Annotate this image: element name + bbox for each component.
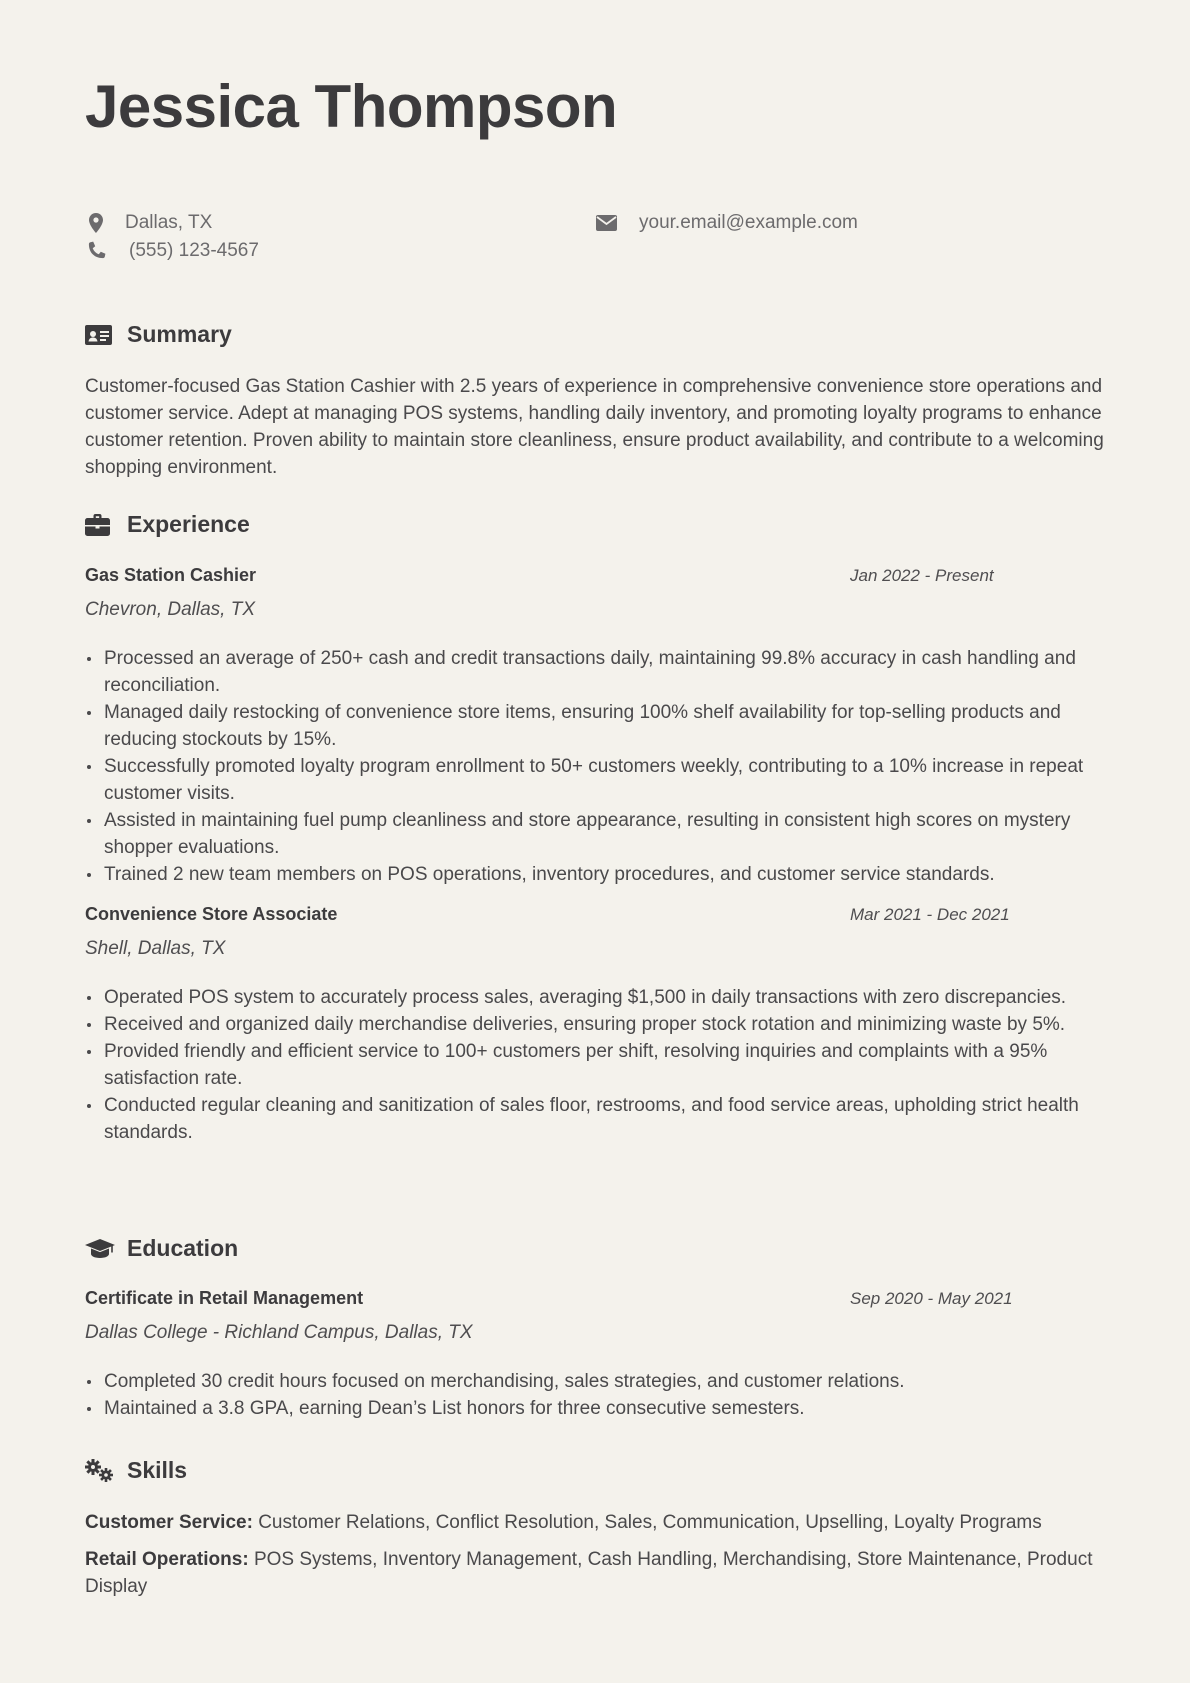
- job-dates: Jan 2022 - Present: [850, 566, 994, 585]
- job-dates: Mar 2021 - Dec 2021: [850, 905, 1010, 924]
- job-bullets: [85, 984, 1115, 1146]
- list-item: Provided friendly and efficient service to 100+ customers per shift, resolving inquiries and complaints with a 95% satisfaction rate.: [85, 1038, 1115, 1092]
- skills-title: Skills: [127, 1457, 188, 1483]
- graduation-cap-icon: [85, 1238, 115, 1260]
- experience-title: Experience: [127, 511, 250, 537]
- education-bullets: [85, 1368, 1115, 1422]
- education-heading: [85, 1235, 238, 1262]
- skill-group-label: Customer Service:: [85, 1512, 253, 1533]
- skill-group: [85, 1509, 1115, 1536]
- degree-dates: Sep 2020 - May 2021: [850, 1289, 1013, 1308]
- list-item: Trained 2 new team members on POS operations, inventory procedures, and customer service standards.: [85, 861, 1115, 888]
- summary-title: Summary: [127, 321, 232, 347]
- skills-heading: [85, 1457, 187, 1484]
- list-item: Processed an average of 250+ cash and credit transactions daily, maintaining 99.8% accuracy in cash handling and reconciliation.: [85, 645, 1115, 699]
- list-item: Completed 30 credit hours focused on merchandising, sales strategies, and customer relations.: [85, 1368, 1115, 1395]
- briefcase-icon: [85, 514, 115, 536]
- skill-group-label: Retail Operations:: [85, 1549, 249, 1570]
- gears-icon: [85, 1459, 115, 1483]
- summary-heading: [85, 321, 232, 348]
- job-title: Convenience Store Associate: [85, 904, 338, 924]
- location-text: Dallas, TX: [125, 212, 213, 233]
- list-item: Successfully promoted loyalty program enrollment to 50+ customers weekly, contributing to a 10% increase in repeat customer visits.: [85, 753, 1115, 807]
- list-item: Received and organized daily merchandise deliveries, ensuring proper stock rotation and minimizing waste by 5%.: [85, 1011, 1115, 1038]
- list-item: Managed daily restocking of convenience store items, ensuring 100% shelf availability for top-selling products and reducing stockouts by 15%.: [85, 699, 1115, 753]
- summary-text: Customer-focused Gas Station Cashier with 2.5 years of experience in comprehensive convenience store operations and customer service. Adept at managing POS systems, handling daily inventory, and promoting loyalty programs to enhance customer retention. Proven ability to maintain store cleanliness, ensure product availability, and contribute to a welcoming shopping environment.: [85, 376, 1104, 478]
- job-company: Shell, Dallas, TX: [85, 938, 226, 959]
- skill-group: [85, 1546, 1115, 1600]
- degree-title: Certificate in Retail Management: [85, 1288, 364, 1308]
- list-item: Maintained a 3.8 GPA, earning Dean’s List honors for three consecutive semesters.: [85, 1395, 1115, 1422]
- list-item: Conducted regular cleaning and sanitization of sales floor, restrooms, and food service areas, upholding strict health standards.: [85, 1092, 1115, 1146]
- candidate-name: Jessica Thompson: [85, 73, 618, 140]
- id-card-icon: [85, 325, 115, 345]
- contact-email: [595, 212, 858, 234]
- skill-group-items: Customer Relations, Conflict Resolution, Sales, Communication, Upselling, Loyalty Programs: [258, 1512, 1042, 1533]
- experience-heading: [85, 511, 250, 538]
- contact-phone: [85, 240, 259, 262]
- list-item: Operated POS system to accurately process sales, averaging $1,500 in daily transactions with zero discrepancies.: [85, 984, 1115, 1011]
- education-title: Education: [127, 1235, 239, 1261]
- job-title: Gas Station Cashier: [85, 565, 257, 585]
- list-item: Assisted in maintaining fuel pump cleanliness and store appearance, resulting in consistent high scores on mystery shopper evaluations.: [85, 807, 1115, 861]
- phone-icon: [85, 241, 107, 261]
- job-bullets: [85, 645, 1115, 888]
- envelope-icon: [595, 215, 617, 231]
- contact-location: [85, 212, 212, 234]
- map-marker-icon: [85, 213, 107, 233]
- email-link[interactable]: your.email@example.com: [639, 212, 858, 233]
- job-company: Chevron, Dallas, TX: [85, 599, 256, 620]
- phone-text: (555) 123-4567: [129, 240, 259, 261]
- skill-group-items: POS Systems, Inventory Management, Cash Handling, Merchandising, Store Maintenance, Product Display: [85, 1549, 1093, 1597]
- school-name: Dallas College - Richland Campus, Dallas, TX: [85, 1322, 473, 1343]
